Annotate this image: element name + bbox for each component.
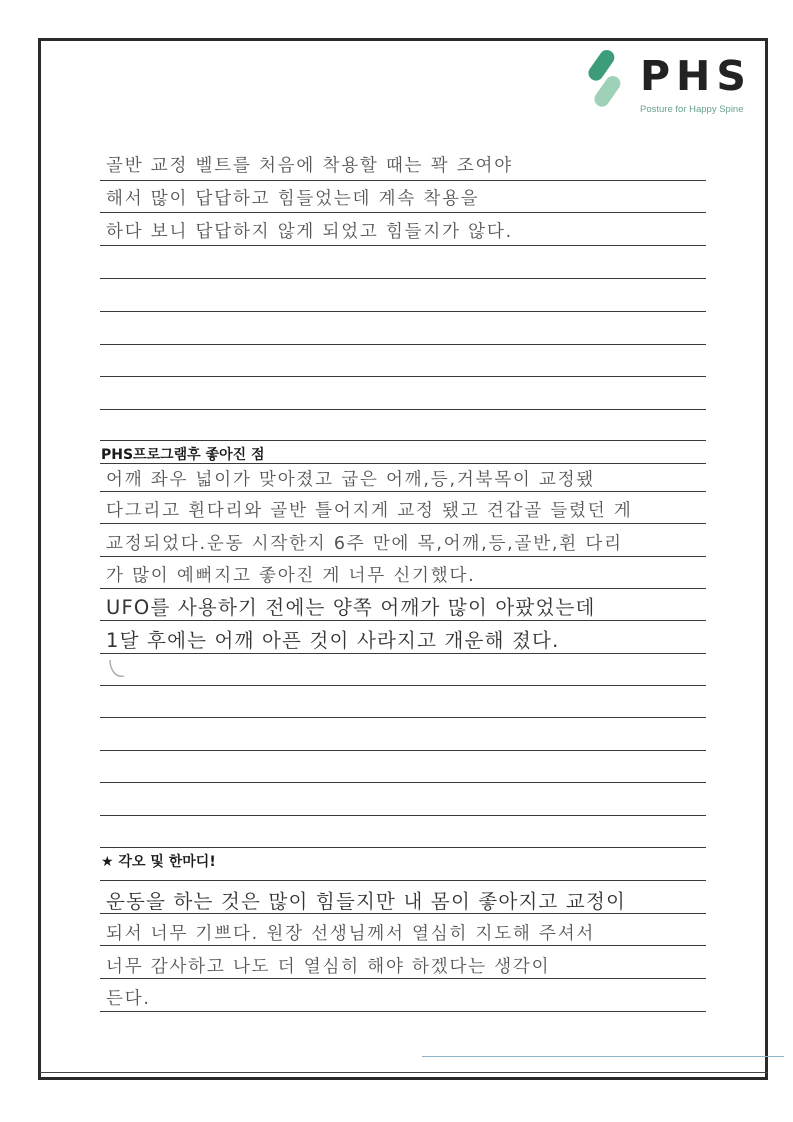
handwritten-line: 다그리고 휜다리와 골반 틀어지게 교정 됐고 견갑골 들렸던 게: [106, 501, 633, 521]
ruled-line: [100, 180, 706, 181]
ruled-line: [100, 685, 706, 686]
scan-artifact-line: [422, 1056, 784, 1057]
ruled-line: [100, 782, 706, 783]
ruled-line: [100, 588, 706, 589]
ruled-line: [100, 491, 706, 492]
logo-wordmark: PHS: [640, 52, 752, 100]
handwritten-line: 어깨 좌우 넓이가 맞아졌고 굽은 어깨,등,거북목이 교정됐: [106, 470, 596, 490]
phs-logo: [584, 46, 764, 118]
ruled-line: [100, 463, 706, 464]
ruled-line: [100, 913, 706, 914]
ruled-line: [100, 409, 706, 410]
ruled-line: [100, 653, 706, 654]
section-heading-resolution: ★ 각오 및 한마디!: [101, 854, 216, 870]
spine-logo-icon: [584, 46, 628, 116]
ruled-line: [100, 523, 706, 524]
ruled-line: [100, 945, 706, 946]
handwritten-line: 든다.: [106, 989, 151, 1009]
page-border-bottom-line: [40, 1072, 768, 1073]
handwritten-line: 교정되었다.운동 시작한지 6주 만에 목,어깨,등,골반,휜 다리: [106, 534, 623, 554]
handwritten-line: 되서 너무 기쁘다. 원장 선생님께서 열심히 지도해 주셔서: [106, 924, 596, 944]
ruled-line: [100, 717, 706, 718]
handwritten-line: UFO를 사용하기 전에는 양쪽 어깨가 많이 아팠었는데: [106, 596, 596, 619]
handwritten-line: 골반 교정 벨트를 처음에 착용할 때는 꽉 조여야: [106, 156, 513, 176]
handwritten-line: 가 많이 예뻐지고 좋아진 게 너무 신기했다.: [106, 566, 476, 586]
handwritten-line: 1달 후에는 어깨 아픈 것이 사라지고 개운해 졌다.: [106, 629, 560, 652]
handwritten-line: 운동을 하는 것은 많이 힘들지만 내 몸이 좋아지고 교정이: [106, 890, 627, 913]
ruled-line: [100, 556, 706, 557]
ruled-line: [100, 440, 706, 441]
ruled-line: [100, 344, 706, 345]
ruled-line: [100, 212, 706, 213]
ruled-line: [100, 620, 706, 621]
section-heading-improvements: PHS프로그램후 좋아진 점: [101, 447, 265, 463]
ruled-line: [100, 376, 706, 377]
logo-tagline: Posture for Happy Spine: [640, 104, 744, 115]
ruled-line: [100, 847, 706, 848]
ruled-line: [100, 278, 706, 279]
handwritten-line: 너무 감사하고 나도 더 열심히 해야 하겠다는 생각이: [106, 957, 551, 977]
handwritten-line: 해서 많이 답답하고 힘들었는데 계속 착용을: [106, 189, 480, 209]
ruled-line: [100, 815, 706, 816]
ruled-line: [100, 978, 706, 979]
ruled-line: [100, 1011, 706, 1012]
ruled-line: [100, 311, 706, 312]
ruled-line: [100, 880, 706, 881]
ruled-line: [100, 245, 706, 246]
handwritten-line: 하다 보니 답답하지 않게 되었고 힘들지가 않다.: [106, 222, 513, 242]
ruled-line: [100, 750, 706, 751]
stray-pen-mark: [104, 656, 130, 682]
